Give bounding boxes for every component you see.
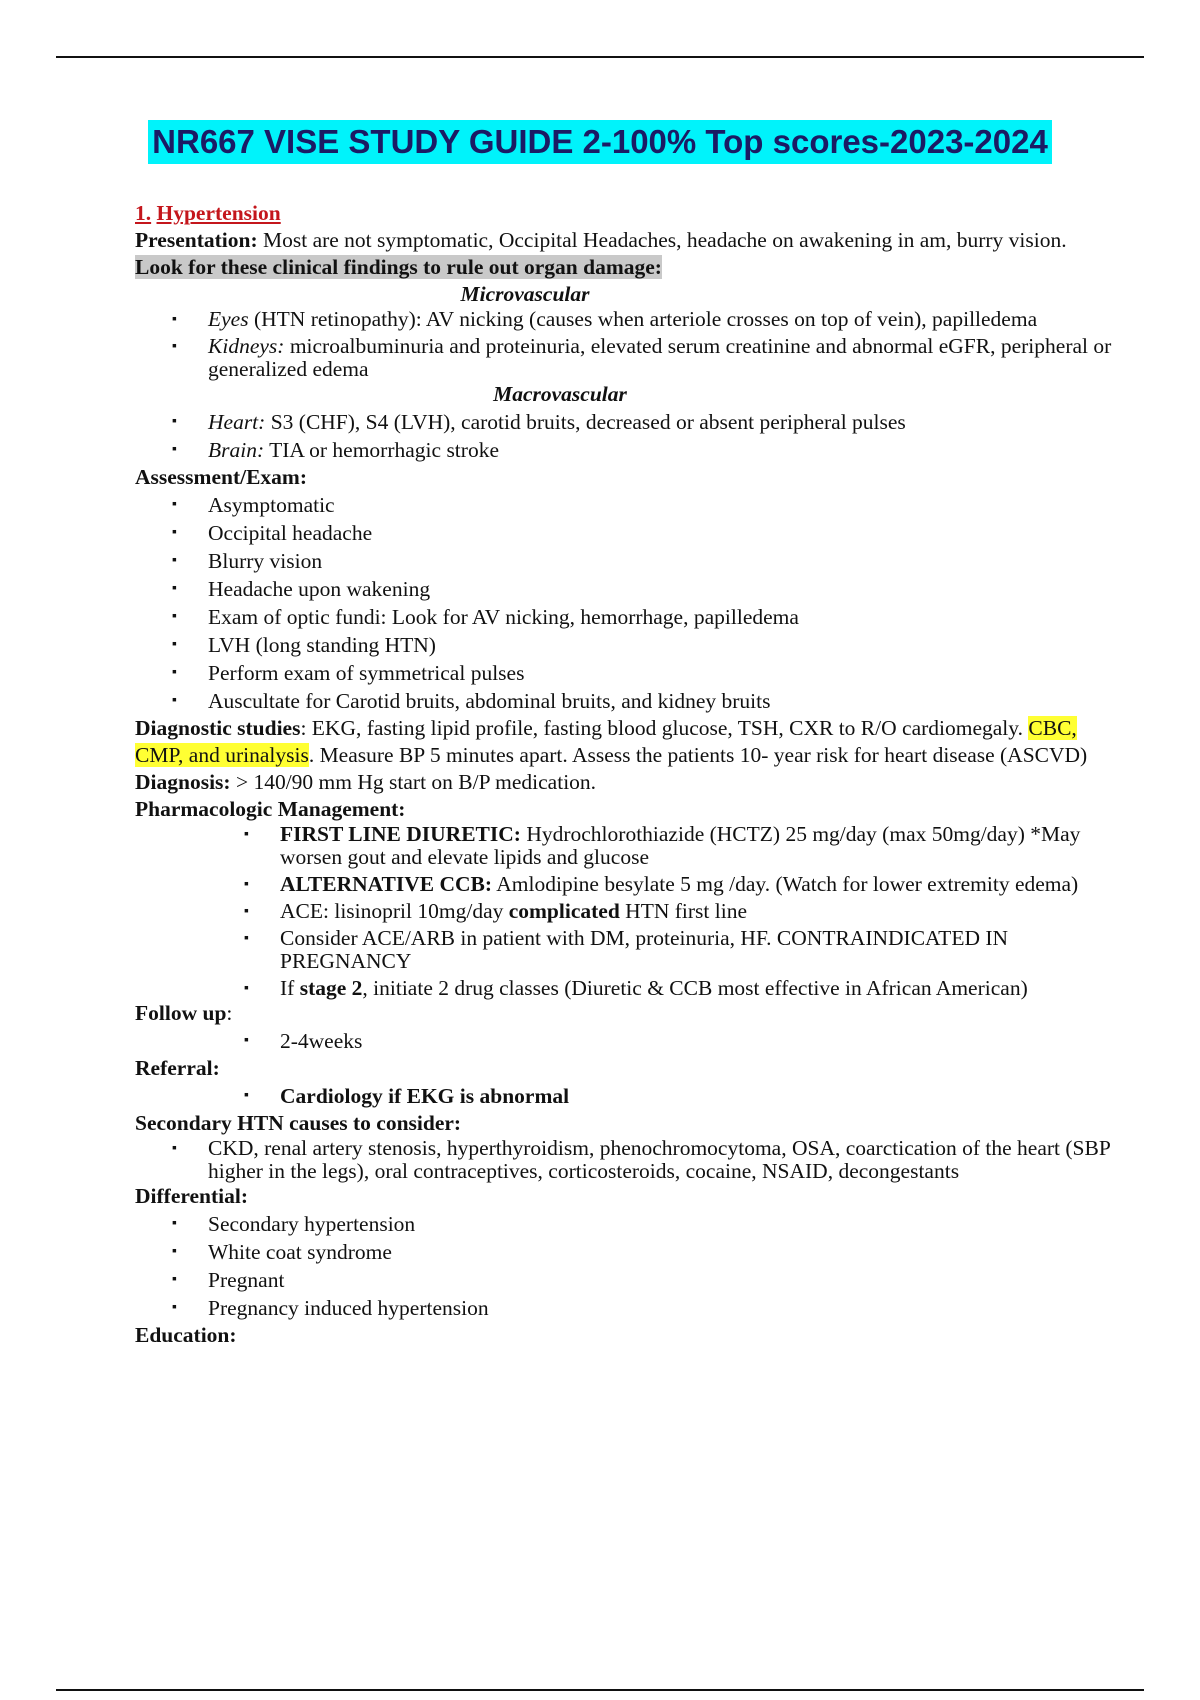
list-item — [135, 436, 1115, 464]
item-text: Hydrochlorothiazide (HCTZ) 25 mg/day (max 50mg/day) *May worsen gout and elevate lipids and glucose — [280, 822, 1081, 869]
item-text: (HTN retinopathy): AV nicking (causes when arteriole crosses on top of vein), papilledema — [248, 307, 1038, 331]
bullet-icon: ▪ — [244, 931, 249, 946]
item-text: Headache upon wakening — [208, 577, 431, 601]
list-item — [135, 823, 1115, 869]
item-label: Eyes — [208, 307, 249, 331]
top-rule — [56, 56, 1144, 58]
organ-damage-heading-line — [135, 254, 1115, 281]
item-text: CKD, renal artery stenosis, hyperthyroidism, phenochromocytoma, OSA, coarctication of the heart (SBP higher in the legs), oral contraceptives, corticosteroids, cocaine, NSAID, decongestants — [208, 1136, 1110, 1183]
item-text: , initiate 2 drug classes (Diuretic & CCB most effective in African American) — [362, 976, 1028, 1000]
bullet-icon: ▪ — [172, 525, 177, 540]
list-item — [135, 1137, 1115, 1183]
list-item — [135, 547, 1115, 575]
follow-up-heading — [135, 1000, 1115, 1027]
item-text: 2-4weeks — [280, 1029, 363, 1053]
list-item — [135, 927, 1115, 973]
bullet-icon: ▪ — [172, 693, 177, 708]
item-text: ACE: lisinopril 10mg/day — [280, 899, 509, 923]
diagnostic-highlight: CBC, CMP, and urinalysis — [135, 716, 1077, 767]
diagnostic-label: Diagnostic studies — [135, 716, 301, 740]
item-bold: FIRST LINE DIURETIC: — [280, 822, 521, 846]
list-item — [135, 1082, 1115, 1110]
list-item — [135, 603, 1115, 631]
differential-label: Differential: — [135, 1184, 249, 1208]
item-text: Amlodipine besylate 5 mg /day. (Watch for lower extremity edema) — [492, 872, 1079, 896]
list-item — [135, 575, 1115, 603]
education-label: Education: — [135, 1323, 237, 1347]
presentation-label: Presentation: — [135, 228, 258, 252]
list-item — [135, 1294, 1115, 1322]
macrovascular-list — [135, 408, 1115, 464]
diagnosis-label: Diagnosis: — [135, 770, 231, 794]
bullet-icon: ▪ — [244, 877, 249, 892]
item-text: Exam of optic fundi: Look for AV nicking, hemorrhage, papilledema — [208, 605, 799, 629]
list-item — [135, 1266, 1115, 1294]
item-text: TIA or hemorrhagic stroke — [264, 438, 499, 462]
diagnosis-text: > 140/90 mm Hg start on B/P medication. — [230, 770, 597, 794]
bullet-icon: ▪ — [172, 637, 177, 652]
bullet-icon: ▪ — [172, 414, 177, 429]
secondary-label: Secondary HTN causes to consider: — [135, 1111, 462, 1135]
document-body — [135, 200, 1115, 1349]
document-title: NR667 VISE STUDY GUIDE 2-100% Top scores-2023-2024 — [148, 120, 1052, 164]
differential-list — [135, 1210, 1115, 1322]
list-item — [135, 308, 1115, 331]
item-text: Cardiology if EKG is abnormal — [280, 1084, 570, 1108]
bullet-icon: ▪ — [244, 1033, 249, 1048]
item-text: Secondary hypertension — [208, 1212, 416, 1236]
bullet-icon: ▪ — [172, 609, 177, 624]
list-item — [135, 631, 1115, 659]
bullet-icon: ▪ — [172, 1216, 177, 1231]
item-text: Blurry vision — [208, 549, 323, 573]
list-item — [135, 491, 1115, 519]
item-label: Kidneys: — [208, 334, 285, 358]
item-text: If — [280, 976, 300, 1000]
bullet-icon: ▪ — [172, 312, 177, 327]
diagnostic-text: : EKG, fasting lipid profile, fasting blood glucose, TSH, CXR to R/O cardiomegaly. — [300, 716, 1029, 740]
item-text: microalbuminuria and proteinuria, elevated serum creatinine and abnormal eGFR, peripheral or generalized edema — [208, 334, 1112, 381]
list-item — [135, 335, 1115, 381]
follow-up-label: Follow up — [135, 1001, 227, 1025]
organ-damage-heading: Look for these clinical findings to rule out organ damage: — [135, 255, 662, 279]
bullet-icon: ▪ — [244, 981, 249, 996]
follow-up-list — [135, 1027, 1115, 1055]
section-number: 1. — [135, 201, 152, 225]
list-item — [135, 1027, 1115, 1055]
macrovascular-heading: Macrovascular — [493, 382, 627, 406]
item-text: Asymptomatic — [208, 493, 335, 517]
bullet-icon: ▪ — [172, 1272, 177, 1287]
bullet-icon: ▪ — [244, 904, 249, 919]
list-item — [135, 408, 1115, 436]
list-item — [135, 873, 1115, 896]
presentation-paragraph — [135, 227, 1115, 254]
list-item — [135, 519, 1115, 547]
diagnostic-paragraph — [135, 715, 1115, 769]
item-text: Pregnant — [208, 1268, 285, 1292]
bottom-rule — [56, 1689, 1144, 1691]
item-text: HTN first line — [619, 899, 747, 923]
list-item — [135, 659, 1115, 687]
item-bold: complicated — [508, 899, 620, 923]
item-text: Perform exam of symmetrical pulses — [208, 661, 525, 685]
item-text: White coat syndrome — [208, 1240, 392, 1264]
bullet-icon: ▪ — [244, 827, 249, 842]
list-item — [135, 1210, 1115, 1238]
pharm-label: Pharmacologic Management: — [135, 797, 406, 821]
bullet-icon: ▪ — [172, 665, 177, 680]
bullet-icon: ▪ — [244, 1088, 249, 1103]
assessment-label: Assessment/Exam: — [135, 465, 307, 489]
list-item — [135, 900, 1115, 923]
section-name: Hypertension — [156, 201, 281, 225]
list-item — [135, 687, 1115, 715]
item-text: Pregnancy induced hypertension — [208, 1296, 489, 1320]
list-item — [135, 1238, 1115, 1266]
item-label: Heart: — [208, 410, 266, 434]
item-bold: ALTERNATIVE CCB: — [280, 872, 493, 896]
item-bold: stage 2 — [299, 976, 363, 1000]
bullet-icon: ▪ — [172, 339, 177, 354]
referral-list — [135, 1082, 1115, 1110]
diagnosis-paragraph — [135, 769, 1115, 796]
bullet-icon: ▪ — [172, 1300, 177, 1315]
bullet-icon: ▪ — [172, 1244, 177, 1259]
bullet-icon: ▪ — [172, 442, 177, 457]
item-text: Occipital headache — [208, 521, 373, 545]
item-text: Consider ACE/ARB in patient with DM, proteinuria, HF. CONTRAINDICATED IN PREGNANCY — [280, 926, 1009, 973]
item-text: Auscultate for Carotid bruits, abdominal bruits, and kidney bruits — [208, 689, 771, 713]
item-text: LVH (long standing HTN) — [208, 633, 436, 657]
bullet-icon: ▪ — [172, 497, 177, 512]
secondary-list — [135, 1137, 1115, 1183]
presentation-text: Most are not symptomatic, Occipital Headaches, headache on awakening in am, burry vision. — [257, 228, 1067, 252]
bullet-icon: ▪ — [172, 553, 177, 568]
item-label: Brain: — [208, 438, 265, 462]
referral-label: Referral: — [135, 1056, 220, 1080]
microvascular-list — [135, 308, 1115, 381]
microvascular-heading: Microvascular — [460, 282, 590, 306]
assessment-list — [135, 491, 1115, 715]
pharm-list — [135, 823, 1115, 1000]
diagnostic-text-2: . Measure BP 5 minutes apart. Assess the patients 10- year risk for heart disease (ASCVD) — [308, 743, 1088, 767]
item-text: S3 (CHF), S4 (LVH), carotid bruits, decreased or absent peripheral pulses — [265, 410, 906, 434]
section-heading — [135, 200, 1115, 227]
follow-up-colon: : — [226, 1001, 233, 1025]
title-wrap — [0, 120, 1200, 164]
list-item — [135, 977, 1115, 1000]
bullet-icon: ▪ — [172, 581, 177, 596]
bullet-icon: ▪ — [172, 1141, 177, 1156]
